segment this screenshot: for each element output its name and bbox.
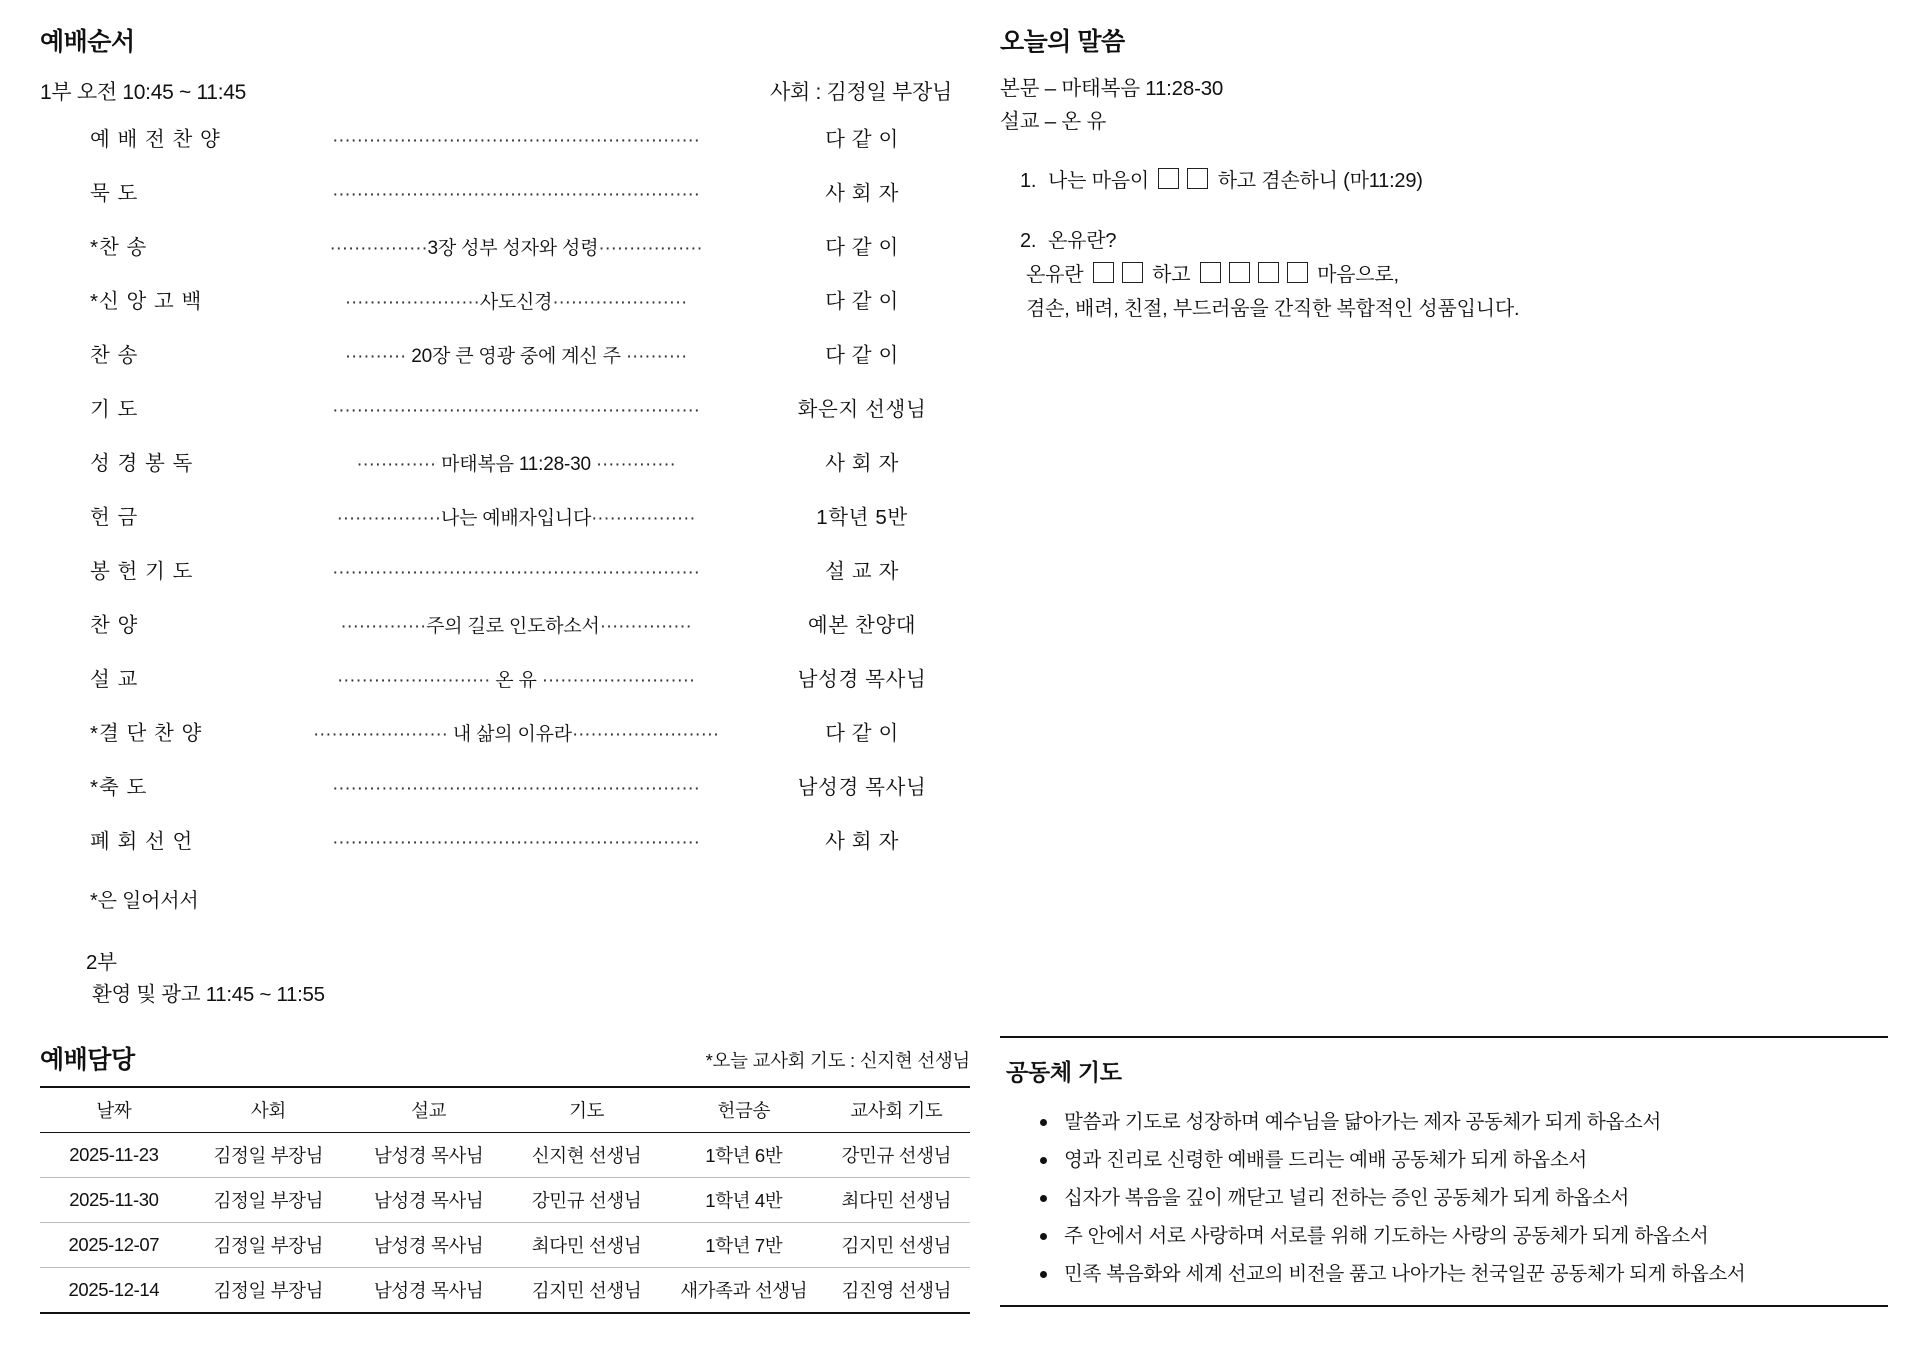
order-detail: ···························································· [332,184,700,205]
list-item: 십자가 복음을 깊이 깨닫고 널리 전하는 증인 공동체가 되게 하옵소서 [1036,1179,1888,1217]
cell-prayer: 신지현 선생님 [508,1133,665,1178]
column-header-prayer: 기도 [508,1087,665,1133]
worship-order-section [40,22,970,1011]
cell-teacher-prayer: 김진영 선생님 [823,1268,970,1314]
worship-time: 1부 오전 10:45 ~ 11:45 [40,81,246,104]
cell-sermon: 남성경 목사님 [349,1133,508,1178]
duty-note: *오늘 교사회 기도 : 신지현 선생님 [705,1050,970,1071]
order-row [90,446,952,500]
today-word-items [1000,164,1880,326]
order-label: 찬 양 [90,614,139,637]
order-detail: ···························································· [332,778,700,799]
order-assignee: 사 회 자 [825,830,899,853]
cell-date: 2025-11-23 [40,1133,188,1178]
cell-date: 2025-12-14 [40,1268,188,1314]
today-word-section [1000,22,1880,352]
list-item: 영과 진리로 신령한 예배를 드리는 예배 공동체가 되게 하옵소서 [1036,1141,1888,1179]
order-assignee: 다 같 이 [825,290,899,313]
list-item: 민족 복음화와 세계 선교의 비전을 품고 나아가는 천국일꾼 공동체가 되게 하옵소서 [1036,1255,1888,1293]
order-label: 기 도 [90,398,139,421]
order-assignee: 설 교 자 [825,560,899,583]
word-item-2-line1 [1020,258,1880,292]
list-item: 말씀과 기도로 성장하며 예수님을 닮아가는 제자 공동체가 되게 하옵소서 [1036,1103,1888,1141]
order-detail: ·········· 20장 큰 영광 중에 계신 주 ·········· [344,346,688,367]
today-word-lines [1000,72,1880,138]
word-item-2-title: 온유란? [1048,230,1117,253]
order-label: 묵 도 [90,182,139,205]
order-row [90,770,952,824]
part2-block [40,947,970,1011]
cell-sermon: 남성경 목사님 [349,1223,508,1268]
order-detail: ············· 마태복음 11:28-30 ············· [356,454,676,475]
order-label: 폐 회 선 언 [90,830,194,853]
cell-sermon: 남성경 목사님 [349,1178,508,1223]
community-prayer-section [1000,1036,1888,1307]
cell-offering-song: 1학년 6반 [665,1133,823,1178]
order-label: 설 교 [90,668,139,691]
order-row [90,338,952,392]
word-item-2-line2: 겸손, 배려, 친절, 부드러움을 간직한 복합적인 성품입니다. [1026,298,1520,321]
duty-title: 예배담당 [40,1046,135,1074]
duty-header [40,1040,970,1076]
today-word-title: 오늘의 말씀 [1000,28,1125,56]
cell-prayer: 김지민 선생님 [508,1268,665,1314]
cell-teacher-prayer: 최다민 선생님 [823,1178,970,1223]
order-assignee: 남성경 목사님 [797,776,927,799]
order-detail: ························· 온 유 ························· [337,670,695,691]
table-row [40,1133,970,1178]
order-label: *신 앙 고 백 [90,290,203,313]
order-label: 예 배 전 찬 양 [90,128,221,151]
word-item-2-line1-mid: 하고 [1152,264,1191,287]
order-row [90,122,952,176]
cell-offering-song: 1학년 7반 [665,1223,823,1268]
order-row [90,716,952,770]
order-detail: ···························································· [332,832,700,853]
list-item: 주 안에서 서로 사랑하며 서로를 위해 기도하는 사랑의 공동체가 되게 하옵소서 [1036,1217,1888,1255]
cell-date: 2025-12-07 [40,1223,188,1268]
duty-table [40,1086,970,1314]
order-row [90,824,952,878]
duty-section [40,1040,970,1314]
cell-teacher-prayer: 강민규 선생님 [823,1133,970,1178]
worship-order-header [40,76,970,106]
order-row [90,284,952,338]
cell-teacher-prayer: 김지민 선생님 [823,1223,970,1268]
order-label: 헌 금 [90,506,139,529]
prayer-divider-top [1000,1036,1888,1038]
order-row [90,230,952,284]
blank-box [1122,262,1143,283]
order-row [90,554,952,608]
worship-order-list [40,122,970,878]
standing-note: *은 일어서서 [90,890,199,912]
order-assignee: 예본 찬양대 [807,614,917,637]
order-assignee: 사 회 자 [825,452,899,475]
column-header-leader: 사회 [188,1087,349,1133]
cell-offering-song: 새가족과 선생님 [665,1268,823,1314]
worship-leader: 사회 : 김정일 부장님 [769,81,952,104]
order-label: 성 경 봉 독 [90,452,194,475]
blank-box [1187,168,1208,189]
cell-prayer: 강민규 선생님 [508,1178,665,1223]
order-label: *축 도 [90,776,148,799]
word-item-2-line1-post: 마음으로, [1317,264,1399,287]
order-label: 봉 헌 기 도 [90,560,194,583]
community-prayer-list [1000,1103,1888,1293]
table-row [40,1178,970,1223]
word-item-1-post: 하고 겸손하니 (마11:29) [1217,170,1423,193]
order-detail: ················3장 성부 성자와 성령················· [329,238,703,259]
prayer-divider-bottom [1000,1305,1888,1307]
order-label: *결 단 찬 양 [90,722,203,745]
word-item-1 [1000,164,1880,198]
order-detail: ···························································· [332,562,700,583]
cell-leader: 김정일 부장님 [188,1223,349,1268]
part2-title: 2부 [86,951,117,974]
word-item-2-line1-pre: 온유란 [1026,264,1084,287]
order-detail: ······················사도신경······················ [344,292,688,313]
blank-box [1158,168,1179,189]
word-item-2-number: 2. [1020,230,1037,253]
column-header-offering-song: 헌금송 [665,1087,823,1133]
column-header-date: 날짜 [40,1087,188,1133]
order-row [90,608,952,662]
order-detail: ······················ 내 삶의 이유라························ [312,724,720,745]
order-row [90,500,952,554]
order-detail: ··············주의 길로 인도하소서··············· [340,616,692,637]
blank-box [1093,262,1114,283]
word-item-2 [1000,224,1880,326]
table-row [40,1223,970,1268]
word-item-1-pre: 나는 마음이 [1048,170,1149,193]
cell-prayer: 최다민 선생님 [508,1223,665,1268]
table-header-row [40,1087,970,1133]
blank-box [1287,262,1308,283]
order-assignee: 남성경 목사님 [797,668,927,691]
order-assignee: 1학년 5반 [816,506,908,529]
word-item-1-number: 1. [1020,170,1037,193]
order-row [90,176,952,230]
order-label: *찬 송 [90,236,148,259]
sermon-line: 설교 – 온 유 [1000,110,1107,134]
order-detail: ···························································· [332,400,700,421]
order-row [90,392,952,446]
order-assignee: 다 같 이 [825,128,899,151]
part2-subtitle: 환영 및 광고 11:45 ~ 11:55 [92,982,325,1006]
column-header-sermon: 설교 [349,1087,508,1133]
cell-sermon: 남성경 목사님 [349,1268,508,1314]
blank-box [1200,262,1221,283]
cell-date: 2025-11-30 [40,1178,188,1223]
order-label: 찬 송 [90,344,139,367]
order-assignee: 화은지 선생님 [797,398,927,421]
community-prayer-title: 공동체 기도 [1006,1059,1122,1085]
column-header-teacher-prayer: 교사회 기도 [823,1087,970,1133]
cell-offering-song: 1학년 4반 [665,1178,823,1223]
worship-order-title: 예배순서 [40,28,135,56]
blank-box [1258,262,1279,283]
order-row [90,662,952,716]
scripture-line: 본문 – 마태복음 11:28-30 [1000,77,1224,100]
cell-leader: 김정일 부장님 [188,1133,349,1178]
order-assignee: 사 회 자 [825,182,899,205]
blank-box [1229,262,1250,283]
table-row [40,1268,970,1314]
cell-leader: 김정일 부장님 [188,1268,349,1314]
order-assignee: 다 같 이 [825,344,899,367]
order-detail: ·················나는 예배자입니다················· [336,508,696,529]
order-assignee: 다 같 이 [825,722,899,745]
order-detail: ···························································· [332,130,700,151]
order-assignee: 다 같 이 [825,236,899,259]
cell-leader: 김정일 부장님 [188,1178,349,1223]
